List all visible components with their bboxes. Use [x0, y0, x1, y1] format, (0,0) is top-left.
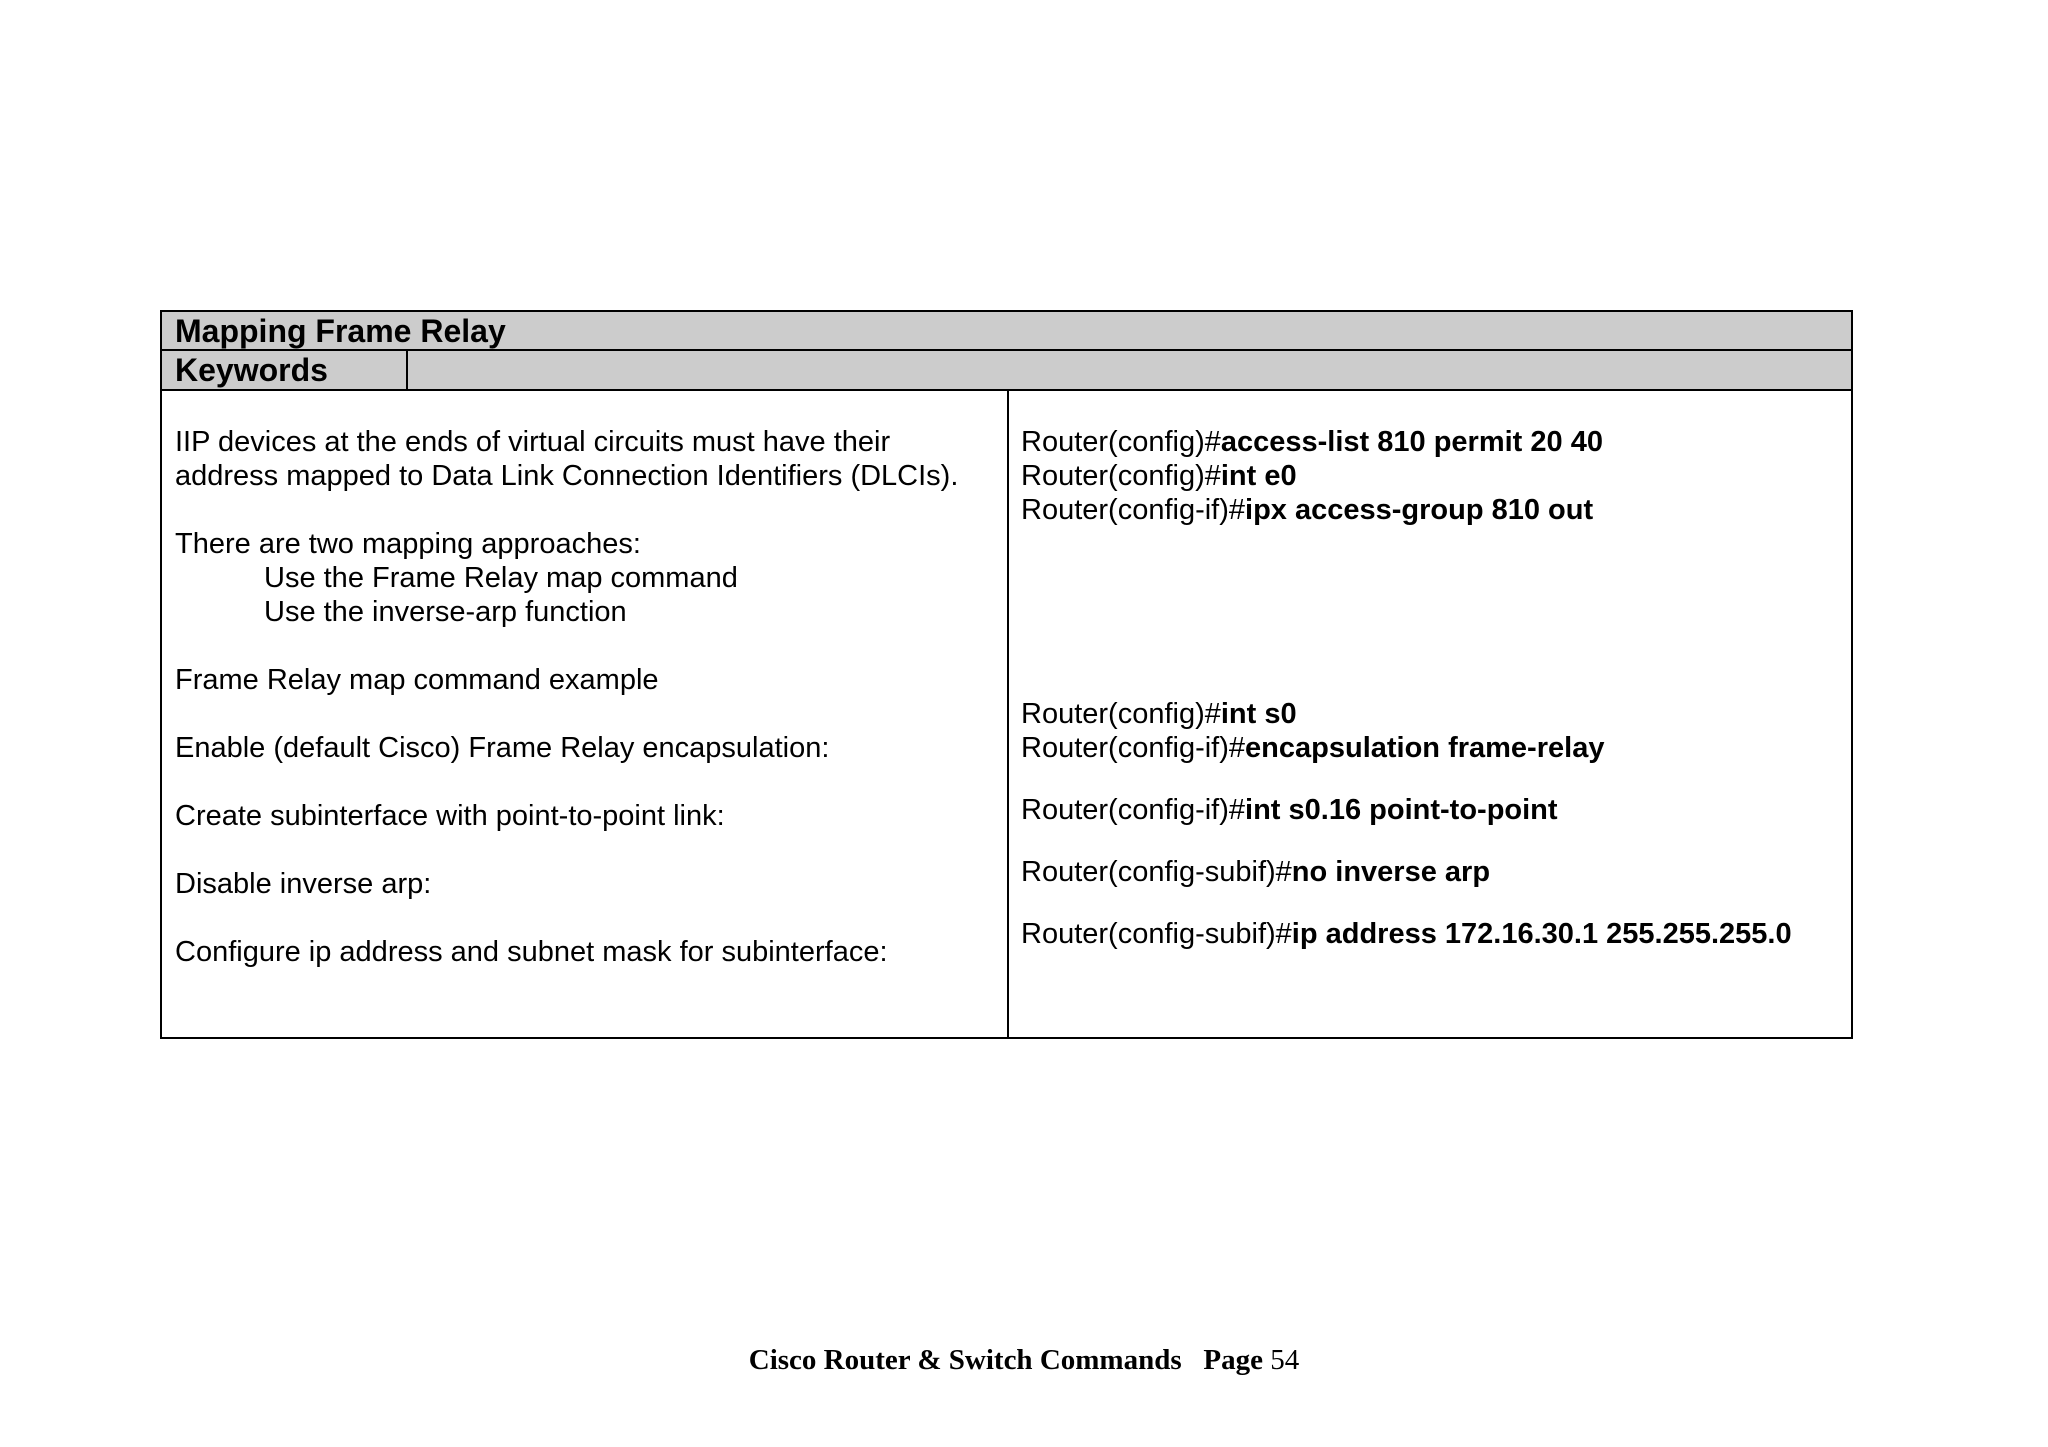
- command-prompt: Router(config-if)#: [1021, 794, 1246, 826]
- table-title-row: [162, 312, 1851, 351]
- keywords-label: Keywords: [175, 352, 328, 388]
- command-prompt: Router(config-subif)#: [1021, 856, 1292, 888]
- command-prompt: Router(config-subif)#: [1021, 918, 1292, 950]
- approach-item-2: Use the inverse-arp function: [264, 596, 627, 628]
- command-prompt: Router(config-if)#: [1021, 494, 1246, 526]
- command-line: [1021, 917, 1792, 951]
- step-ip-address: Configure ip address and subnet mask for subinterface:: [175, 936, 888, 968]
- command-prompt: Router(config)#: [1021, 426, 1221, 458]
- approach-item-1: Use the Frame Relay map command: [264, 562, 738, 594]
- command-line: [1021, 493, 1593, 527]
- command-line: [1021, 425, 1603, 459]
- approaches-heading: There are two mapping approaches:: [175, 528, 641, 560]
- commands-table: [160, 310, 1853, 1039]
- step-disable-arp: Disable inverse arp:: [175, 868, 432, 900]
- command-text: int e0: [1220, 460, 1297, 492]
- example-heading: Frame Relay map command example: [175, 664, 659, 696]
- intro-line-1: IIP devices at the ends of virtual circuits must have their: [175, 426, 891, 458]
- footer-title: Cisco Router & Switch Commands: [748, 1344, 1182, 1376]
- command-text: int s0.16 point-to-point: [1245, 794, 1558, 826]
- step-encapsulation: Enable (default Cisco) Frame Relay encapsulation:: [175, 732, 830, 764]
- command-text: encapsulation frame-relay: [1245, 732, 1605, 764]
- keywords-cell: [162, 351, 408, 389]
- command-line: [1021, 697, 1297, 731]
- command-line: [1021, 459, 1297, 493]
- intro-line-2: address mapped to Data Link Connection Identifiers (DLCIs).: [175, 460, 959, 492]
- column-divider: [1007, 391, 1009, 1037]
- command-text: ipx access-group 810 out: [1245, 494, 1594, 526]
- step-subinterface: Create subinterface with point-to-point link:: [175, 800, 725, 832]
- command-text: no inverse arp: [1291, 856, 1491, 888]
- command-text: access-list 810 permit 20 40: [1220, 426, 1603, 458]
- command-prompt: Router(config)#: [1021, 460, 1221, 492]
- footer-page-number: 54: [1270, 1344, 1300, 1376]
- command-text: int s0: [1220, 698, 1297, 730]
- footer-page-label: Page: [1203, 1344, 1263, 1376]
- page-footer: [0, 1343, 2048, 1377]
- keywords-row: [162, 351, 1851, 391]
- command-text: ip address 172.16.30.1 255.255.255.0: [1291, 918, 1792, 950]
- command-line: [1021, 855, 1490, 889]
- table-title: Mapping Frame Relay: [175, 313, 506, 349]
- command-prompt: Router(config)#: [1021, 698, 1221, 730]
- command-line: [1021, 731, 1604, 765]
- command-line: [1021, 793, 1558, 827]
- command-prompt: Router(config-if)#: [1021, 732, 1246, 764]
